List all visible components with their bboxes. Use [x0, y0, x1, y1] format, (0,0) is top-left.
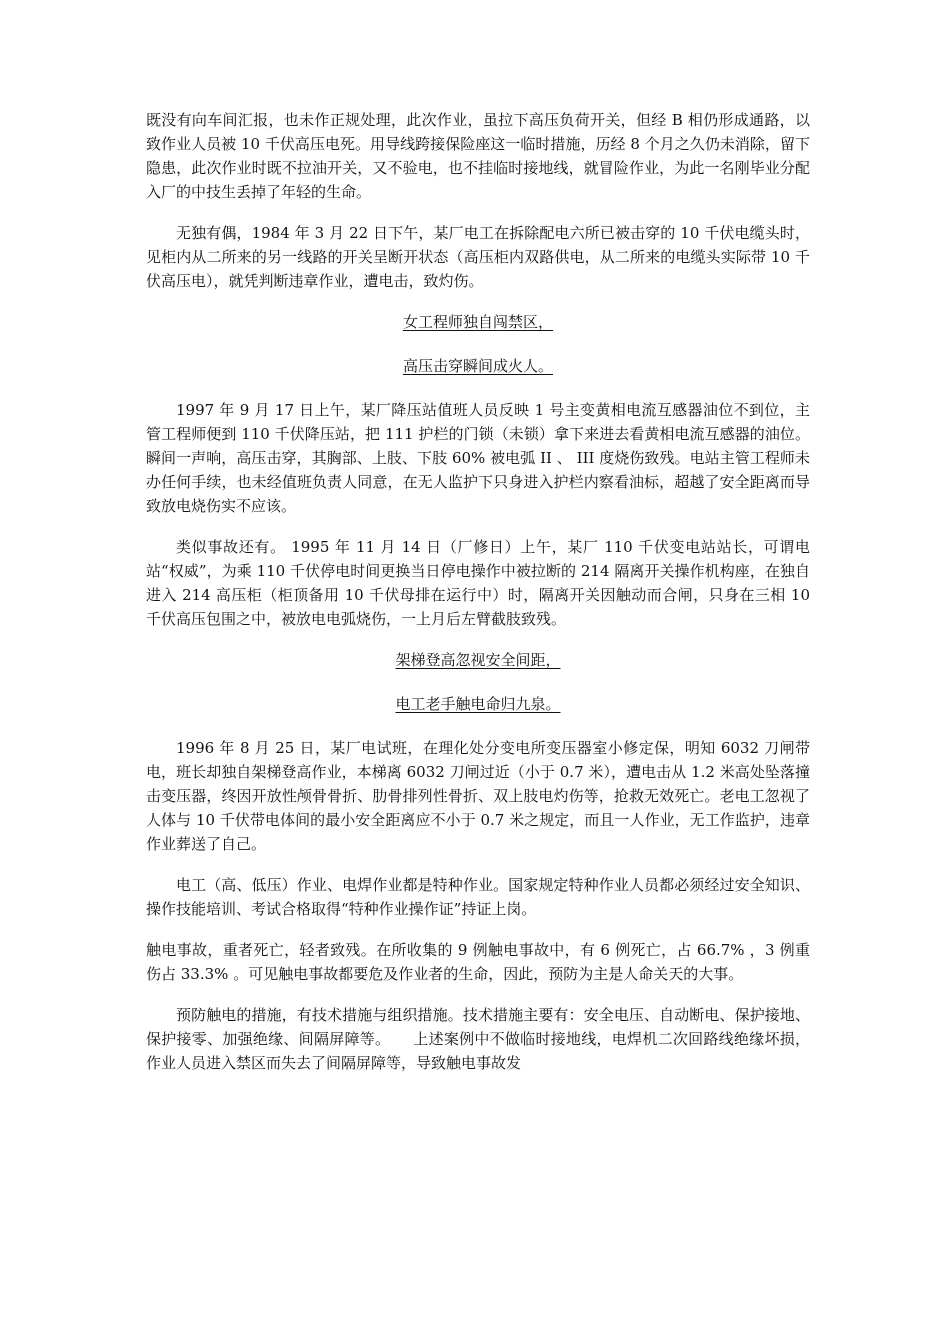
paragraph-1: 既没有向车间汇报，也未作正规处理，此次作业，虽拉下高压负荷开关，但经 B 相仍形成通路，以致作业人员被 10 千伏高压电死。用导线跨接保险座这一临时措施，历经 8 个月之久仍未消除，留下隐患，此次作业时既不拉油开关，又不验电，也不挂临时接地线，就冒险作业，为此一名刚毕业分配入厂的中技生丢掉了年轻的生命。 — [146, 111, 810, 201]
section-heading-2b — [146, 692, 810, 716]
document-body — [146, 108, 810, 1092]
paragraph-7: 触电事故，重者死亡，轻者致残。在所收集的 9 例触电事故中，有 6 例死亡，占 66.7% ，3 例重伤占 33.3% 。可见触电事故都要危及作业者的生命，因此，预防为主是人命关天的大事。 — [146, 941, 810, 983]
section-heading-1b — [146, 354, 810, 378]
heading-text: 高压击穿瞬间成火人。 — [402, 357, 553, 375]
section-heading-1a — [146, 310, 810, 334]
paragraph-5: 1996 年 8 月 25 日，某厂电试班，在理化处分变电所变压器室小修定保，明知 6032 刀闸带电，班长却独自架梯登高作业，本梯离 6032 刀闸过近（小于 0.7 米），遭电击从 1.2 米高处坠落撞击变压器，终因开放性颅骨骨折、肋骨排列性骨折、双上肢电灼伤等，抢救无效死亡。老电工忽视了人体与 10 千伏带电体间的最小安全距离应不小于 0.7 米之规定，而且一人作业，无工作监护，违章作业葬送了自己。 — [146, 739, 810, 853]
heading-text: 架梯登高忽视安全间距， — [395, 651, 561, 669]
section-heading-2a — [146, 648, 810, 672]
paragraph-2: 无独有偶，1984 年 3 月 22 日下午，某厂电工在拆除配电六所已被击穿的 10 千伏电缆头时，见柜内从二所来的另一线路的开关呈断开状态（高压柜内双路供电，从二所来的电缆头实际带 10 千伏高压电），就凭判断违章作业，遭电击，致灼伤。 — [146, 224, 810, 290]
heading-text: 电工老手触电命归九泉。 — [395, 695, 561, 713]
paragraph-6: 电工（高、低压）作业、电焊作业都是特种作业。国家规定特种作业人员都必须经过安全知识、操作技能培训、考试合格取得“特种作业操作证”持证上岗。 — [146, 876, 810, 918]
paragraph-3: 1997 年 9 月 17 日上午，某厂降压站值班人员反映 1 号主变黄相电流互感器油位不到位，主管工程师便到 110 千伏降压站，把 111 护栏的门锁（未锁）拿下来进去看黄相电流互感器的油位。瞬间一声响，高压击穿，其胸部、上肢、下肢 60% 被电弧 II 、 III 度烧伤致残。电站主管工程师未办任何手续，也未经值班负责人同意，在无人监护下只身进入护栏内察看油标，超越了安全距离而导致放电烧伤实不应该。 — [146, 401, 810, 515]
paragraph-4: 类似事故还有。 1995 年 11 月 14 日（厂修日）上午，某厂 110 千伏变电站站长，可谓电站“权威”，为乘 110 千伏停电时间更换当日停电操作中被拉断的 214 隔离开关操作机构座，在独自进入 214 高压柜（柜顶备用 10 千伏母排在运行中）时，隔离开关因触动而合闸，只身在三相 10 千伏高压包围之中，被放电电弧烧伤，一上月后左臂截肢致残。 — [146, 538, 810, 628]
paragraph-8: 预防触电的措施，有技术措施与组织措施。技术措施主要有：安全电压、自动断电、保护接地、保护接零、加强绝缘、间隔屏障等。 上述案例中不做临时接地线，电焊机二次回路线绝缘坏损，作业人员进入禁区而失去了间隔屏障等，导致触电事故发 — [146, 1006, 810, 1072]
heading-text: 女工程师独自闯禁区， — [402, 313, 553, 331]
